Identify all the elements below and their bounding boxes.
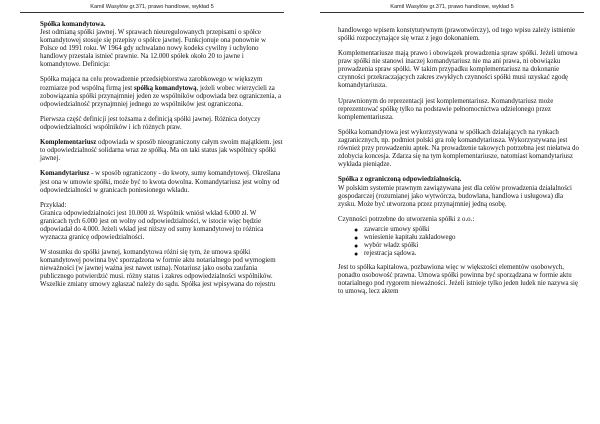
list-intro: Czynności potrzebne do utworzenia spółki z o.o.: xyxy=(338,215,475,223)
definition-text-post: , jeżeli wobec wierzycieli za zobowiązania spółki przynajmniej jeden ze wspólników odpowiada bez ograniczenia, a odpowiedzialność przynajmniej jednego ze wspólników jest ograniczona. xyxy=(40,84,282,108)
komandytariusz-term: Komandytariusz xyxy=(40,170,90,178)
komplementariusz-paragraph xyxy=(40,139,284,163)
last-paragraph: W stosunku do spółki jawnej, komandytowa różni się tym, że umowa spółki komandytowej powinna być sporządzona w formie aktu notarialnego pod wymogiem nieważności (w jawnej ważna jest nawet ustna). Notariusz jako osoba zaufania publicznego potwierdzić musi. różny status i zakres odpowiedzialności wspólników. Wszelkie zmiany umowy zgłaszać należy do sądu. Spółka jest wpisywana do rejestru xyxy=(40,249,276,289)
example-text: Granica odpowiedzialności jest 10.000 zł. Wspólnik wniósł wkład 6.000 zł. W granicach tych 6.000 jest on wolny od odpowiedzialności, w istocie więc będzie odpowiadał do 4.000. Jeżeli wkład jest niższy od sumy komandytowej to różnica wyznacza granicę odpowiedzialności. xyxy=(40,209,264,241)
right-page-body xyxy=(338,27,582,303)
usage-paragraph: Spółka komandytowa jest wykorzystywana w spółkach działających na rynkach zagranicznych, np. podmiot polski gra rolę komandytariusza. Wykorzystywana jest również przy prowadzeniu aptek. Na prowadzenie takowych potrzebna jest niełatwa do zdobycia koncesja. Zdarza się na tym komplementariusze, natomiast komandytariusz wykłada pieniądze. xyxy=(338,129,579,169)
list-item: ● zawarcie umowy spółki xyxy=(354,225,430,234)
komplementariusz-text: odpowiada w sposób nieograniczony całym swoim majątkiem. jest to odpowiedzialność solidarna wraz ze spółką. Ma on taki status jak wspólnicy spółki jawnej. xyxy=(40,139,283,163)
section-title-komandytowa: Spółka komandytowa. xyxy=(40,21,106,28)
komandytariusz-paragraph xyxy=(40,170,284,194)
left-page-body xyxy=(40,21,284,297)
continuation-paragraph: handlowego wpisem konstytutywnym (prawotwórczy), od tego wpisu zależy istnienie spółki rozpoczynające się wraz z jego dokonaniem. xyxy=(338,27,576,43)
rights-paragraph: Komplementariusze mają prawo i obowiązek prowadzenia spraw spółki. Jeżeli umowa praw spółki nie stanowi inaczej komandytariusz nie ma ani prawa, ni obowiązku prowadzenia spraw spółki. W takim przypadku komplementariusz na dokonanie czynności przekraczających zakres zwykłych czynności spółki musi uzyskać zgodę komandytariusza. xyxy=(338,50,578,90)
steps-list xyxy=(338,226,582,258)
section-title-zoo: Spółka z ograniczoną odpowiedzialnością. xyxy=(338,176,462,184)
bullet-icon: ● xyxy=(354,241,359,250)
bullet-icon: ● xyxy=(354,250,359,259)
bullet-icon: ● xyxy=(354,225,359,234)
left-page-header: Kamil Wasyłów gr.371, prawo handlowe, wykład 5 xyxy=(20,3,284,13)
komandytariusz-text: - w sposób ograniczony - do kwoty, sumy komandytowej. Określana jest ona w umowie spółki, może być to kwota dowolna. Komandytariusz jest wolny od odpowiedzialności w granicach poniesionego wkładu. xyxy=(40,170,281,194)
first-part-paragraph: Pierwsza część definicji jest tożsama z definicją spółki jawnej. Różnica dotyczy odpowiedzialności wspólników i ich różnych praw. xyxy=(40,115,261,131)
definition-term: spółką komandytową xyxy=(133,84,197,92)
list-item: ● wybór władz spółki xyxy=(354,241,419,250)
right-page-header: Kamil Wasyłów gr.371, prawo handlowe, wykład 5 xyxy=(320,3,584,13)
right-page xyxy=(300,0,600,424)
komplementariusz-term: Komplementariusz xyxy=(40,139,97,147)
definition-paragraph xyxy=(40,76,284,108)
example-label: Przykład: xyxy=(40,201,67,209)
example-paragraph xyxy=(40,202,284,242)
capital-company-paragraph: Jest to spółka kapitałowa, pozbawiona więc w większości elementów osobowych, ponadto osobowość prawna. Umowa spółki powinna być sporządzana w formie aktu notarialnego pod rygorem nieważności. Jeżeli istnieje tylko jeden ludek nie nazywa się to umową, lecz aktem xyxy=(338,264,578,296)
list-item: ● wniesienie kapitału zakładowego xyxy=(354,233,456,242)
zoo-intro-paragraph: W polskim systemie prawnym zawiązywana jest dla celów prowadzenia działalności gospodarczej (rozumianej jako wytwórcza, budowlana, handlowa i usługowa) dla zysku. Może być utworzona przez przynajmniej jedną osobę. xyxy=(338,184,572,208)
bullet-icon: ● xyxy=(354,233,359,242)
intro-paragraph: Jest odmianą spółki jawnej. W sprawach nieuregulowanych przepisami o spółce komandytowej stosuje się przepisy o spółce jawnej. Funkcjonuje ona ponownie w Polsce od 1991 roku. W 1964 gdy uchwalano nowy kodeks cywilny i uchylono handlowy przestała istnieć prawnie. Na 12.000 spółek około 20 to jawne i komandytowe. Definicja: xyxy=(40,29,267,69)
representation-paragraph: Uprawnionym do reprezentacji jest komplementariusz. Komandytariusz może reprezentować spółkę tylko na podstawie pełnomocnictwa udzielonego przez komplementariusza. xyxy=(338,97,554,121)
definition-text-pre: Spółka mająca na celu prowadzenie przedsiębiorstwa zarobkowego w większym rozmiarze pod wspólną firmą jest xyxy=(40,76,263,92)
list-item: ● rejestracja sądowa. xyxy=(354,250,417,259)
